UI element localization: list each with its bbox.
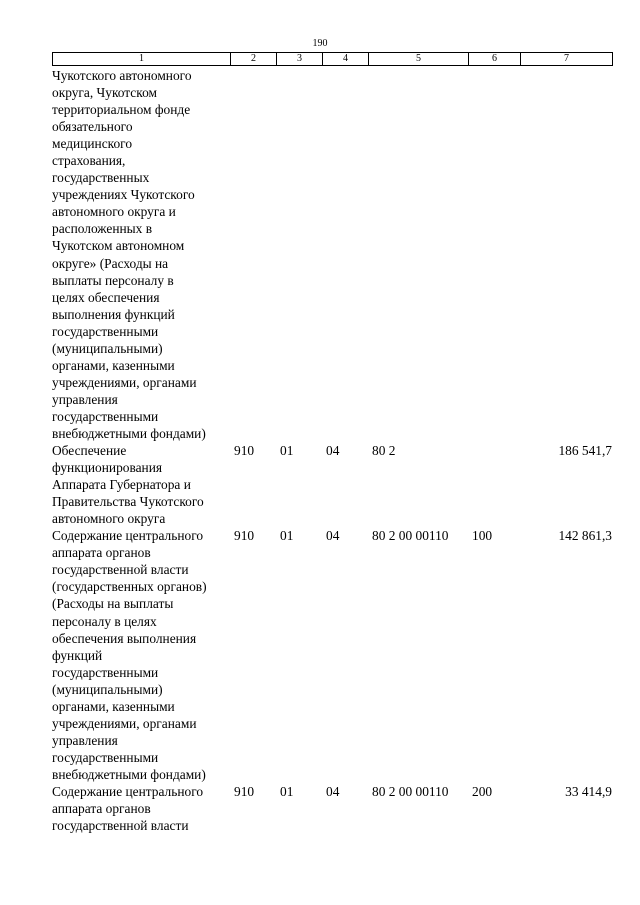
header-col-2: 2 <box>231 53 277 66</box>
table-row <box>52 527 612 783</box>
header-col-5: 5 <box>369 53 469 66</box>
column-number-header <box>52 52 613 66</box>
table-row <box>52 783 612 834</box>
row-sum: 33 414,9 <box>565 783 612 799</box>
row-grbs: 910 <box>234 443 255 459</box>
row-grbs: 910 <box>234 783 255 799</box>
budget-table-body <box>52 67 612 834</box>
header-col-4: 4 <box>323 53 369 66</box>
row-rz: 01 <box>280 783 294 799</box>
row-sum: 142 861,3 <box>558 528 612 544</box>
row-csr: 80 2 00 00110 <box>372 528 449 544</box>
row-rz: 01 <box>280 528 294 544</box>
row-sum: 186 541,7 <box>558 443 612 459</box>
row-grbs: 910 <box>234 528 255 544</box>
row-pr: 04 <box>326 528 340 544</box>
table-row <box>52 442 612 527</box>
row-vr: 100 <box>472 528 493 544</box>
row-name: Обеспечение функционирования Аппарата Губернатора и Правительства Чукотского автономного округа <box>52 443 204 527</box>
row-name: Чукотского автономного округа, Чукотском территориальном фонде обязательного медицинского страхования, государственных учреждениях Чукотского автономного округа и расположенных в Чукотском автономном округе» (Расходы на выплаты персоналу в целях обеспечения выполнения функций государственными (муниципальными) органами, казенными учреждениями, органами управления государственными внебюджетными фондами) <box>52 68 206 441</box>
row-name: Содержание центрального аппарата органов государственной власти <box>52 783 204 834</box>
row-vr: 200 <box>472 783 493 799</box>
header-col-3: 3 <box>277 53 323 66</box>
row-rz: 01 <box>280 443 294 459</box>
row-pr: 04 <box>326 783 340 799</box>
header-col-7: 7 <box>521 53 613 66</box>
row-csr: 80 2 <box>372 443 396 459</box>
row-name: Содержание центрального аппарата органов государственной власти (государственных органов) (Расходы на выплаты персоналу в целях обеспечения выполнения функций государственными (муниципальными) органами, казенными учреждениями, органами управления государственными внебюджетными фондами) <box>52 528 207 782</box>
header-col-6: 6 <box>469 53 521 66</box>
header-col-1: 1 <box>53 53 231 66</box>
row-pr: 04 <box>326 443 340 459</box>
row-csr: 80 2 00 00110 <box>372 783 449 799</box>
page-number: 190 <box>312 38 328 49</box>
table-row <box>52 67 612 442</box>
